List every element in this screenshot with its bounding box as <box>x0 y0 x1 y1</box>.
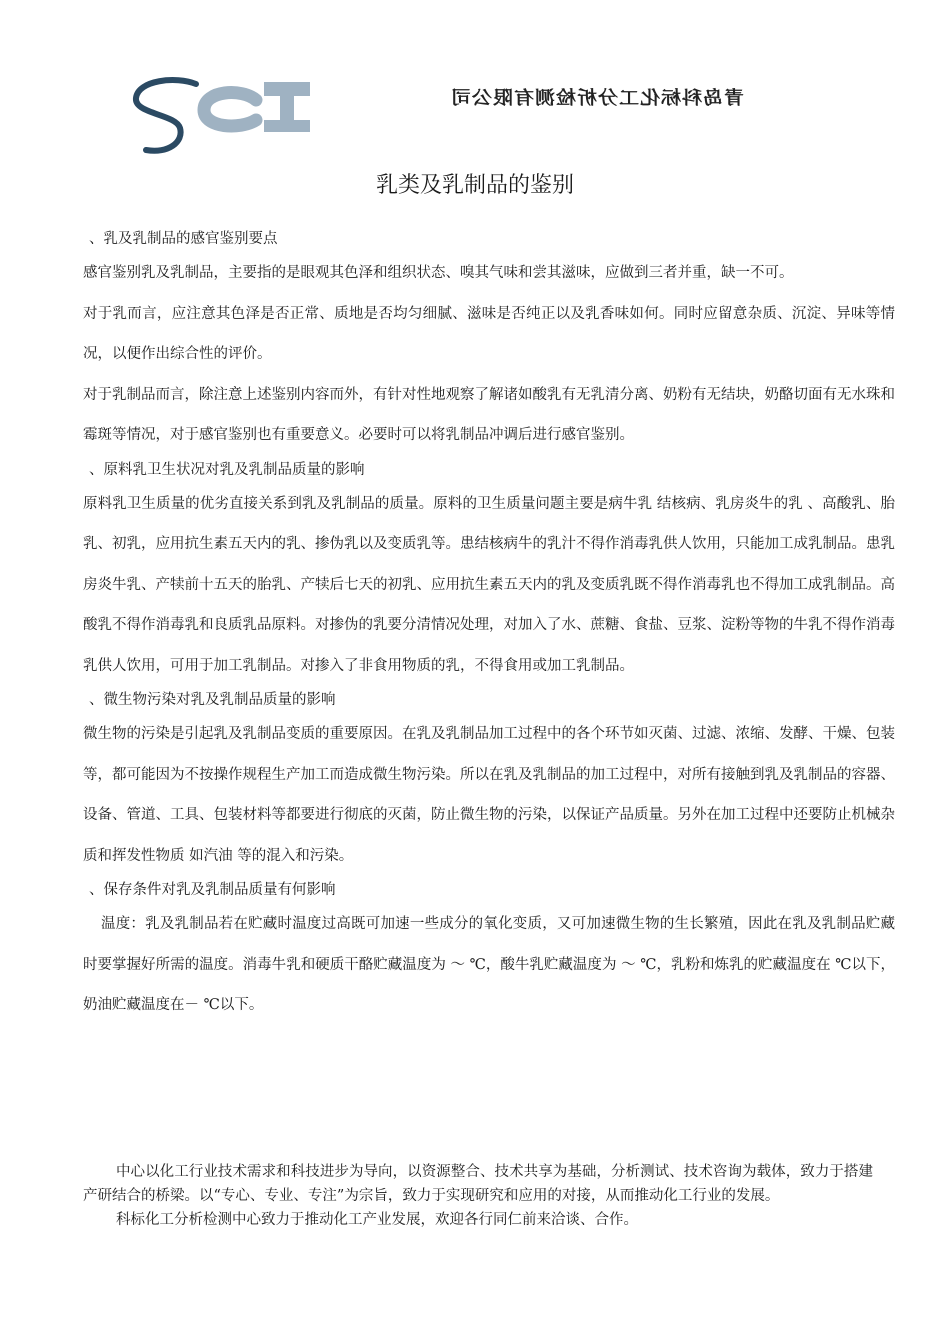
section-1-paragraph-1: 感官鉴别乳及乳制品，主要指的是眼观其色泽和组织状态、嗅其气味和尝其滋味，应做到三者并重，缺一不可。 <box>83 265 794 281</box>
logo-s-mark <box>136 80 196 151</box>
company-logo <box>128 70 318 160</box>
logo-t-base <box>264 120 310 132</box>
page-title: 乳类及乳制品的鉴别 <box>375 173 574 198</box>
section-1-heading: 、乳及乳制品的感官鉴别要点 <box>89 231 278 247</box>
document-body <box>83 225 895 1026</box>
footer-notice <box>83 1160 873 1232</box>
section-2-heading: 、原料乳卫生状况对乳及乳制品质量的影响 <box>89 461 365 478</box>
company-name: 青岛科标化工分析检测有限公司 <box>450 86 744 109</box>
section-1-paragraph-2: 对于乳而言，应注意其色泽是否正常、质地是否均匀细腻、滋味是否纯正以及乳香味如何。同时应留意杂质、沉淀、异味等情况，以便作出综合性的评价。 <box>83 305 895 362</box>
section-1-paragraph-3: 对于乳制品而言，除注意上述鉴别内容而外，有针对性地观察了解诸如酸乳有无乳清分离、奶粉有无结块，奶酪切面有无水珠和霉斑等情况，对于感官鉴别也有重要意义。必要时可以将乳制品冲调后进行感官鉴别。 <box>83 386 895 443</box>
section-2-paragraph-1: 原料乳卫生质量的优劣直接关系到乳及乳制品的质量。原料的卫生质量问题主要是病牛乳 结核病、乳房炎牛的乳 、高酸乳、胎乳、初乳，应用抗生素五天内的乳、掺伪乳以及变质乳等。患结核病牛的乳汁不得作消毒乳供人饮用，只能加工成乳制品。患乳房炎牛乳、产犊前十五天的胎乳、产犊后七天的初乳、应用抗生素五天内的乳及变质乳既不得作消毒乳也不得加工成乳制品。高酸乳不得作消毒乳和良质乳品原料。对掺伪的乳要分清情况处理，对加入了水、蔗糖、食盐、豆浆、淀粉等物的牛乳不得作消毒乳供人饮用，可用于加工乳制品。对掺入了非食用物质的乳，不得食用或加工乳制品。 <box>83 495 895 674</box>
section-4-paragraph-1: 温度：乳及乳制品若在贮藏时温度过高既可加速一些成分的氧化变质，又可加速微生物的生长繁殖，因此在乳及乳制品贮藏时要掌握好所需的温度。消毒牛乳和硬质干酪贮藏温度为 ～ ℃，酸牛乳贮藏温度为 ～ ℃，乳粉和炼乳的贮藏温度在 ℃以下，奶油贮藏温度在－ ℃以下。 <box>83 916 895 1013</box>
footer-paragraph-1: 中心以化工行业技术需求和科技进步为导向，以资源整合、技术共享为基础，分析测试、技术咨询为载体，致力于搭建产研结合的桥梁。以“专心、专业、专注”为宗旨，致力于实现研究和应用的对接，从而推动化工行业的发展。 <box>83 1164 873 1204</box>
footer-paragraph-2: 科标化工分析检测中心致力于推动化工产业发展，欢迎各行同仁前来洽谈、合作。 <box>116 1212 638 1228</box>
logo-c-mark <box>204 93 256 126</box>
section-3-paragraph-1: 微生物的污染是引起乳及乳制品变质的重要原因。在乳及乳制品加工过程中的各个环节如灭菌、过滤、浓缩、发酵、干燥、包装等，都可能因为不按操作规程生产加工而造成微生物污染。所以在乳及乳制品的加工过程中，对所有接触到乳及乳制品的容器、设备、管道、工具、包装材料等都要进行彻底的灭菌，防止微生物的污染，以保证产品质量。另外在加工过程中还要防止机械杂质和挥发性物质 如汽油 等的混入和污染。 <box>83 726 895 864</box>
section-3-heading: 、微生物污染对乳及乳制品质量的影响 <box>89 692 336 708</box>
section-4-heading: 、保存条件对乳及乳制品质量有何影响 <box>89 882 336 898</box>
